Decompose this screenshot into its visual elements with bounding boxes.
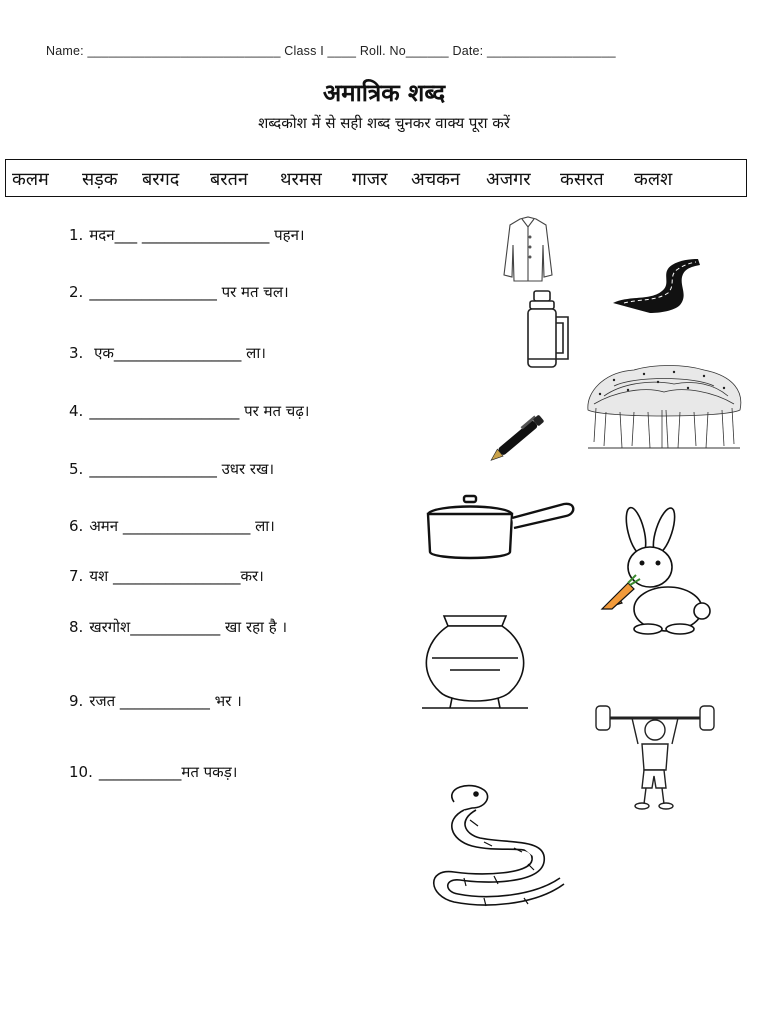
question-number: 8.: [69, 618, 84, 636]
question-number: 7.: [69, 567, 84, 585]
word-bank-item: अजगर: [486, 169, 531, 190]
word-bank-item: थरमस: [280, 169, 322, 190]
pen-icon: [486, 402, 558, 468]
word-bank-box: [5, 159, 747, 197]
word-bank-item: बरतन: [210, 169, 248, 190]
word-bank-item: कलश: [634, 169, 673, 190]
question-text: _________________ उधर रख।: [89, 460, 275, 478]
student-info-line: Name: ___________________________ Class I ____ Roll. No______ Date: __________________: [46, 44, 616, 58]
question-number: 10.: [69, 763, 93, 781]
question-text: खरगोश____________ खा रहा है ।: [89, 618, 288, 636]
kalash-pot-icon: [420, 612, 530, 714]
python-snake-icon: [424, 780, 570, 914]
question-number: 3.: [69, 344, 84, 362]
thermos-icon: [522, 287, 576, 373]
question-text: _________________ पर मत चल।: [89, 283, 289, 301]
question-number: 5.: [69, 460, 84, 478]
question-7: [69, 566, 264, 586]
achkan-coat-icon: [500, 215, 556, 285]
word-bank-item: बरगद: [142, 169, 180, 190]
question-3: [69, 343, 266, 363]
worksheet-title: अमात्रिक शब्द: [322, 79, 446, 107]
question-number: 9.: [69, 692, 84, 710]
question-number: 6.: [69, 517, 84, 535]
word-bank-item: सड़क: [82, 169, 118, 190]
exercise-boy-icon: [592, 700, 718, 816]
question-text: रजत ____________ भर ।: [89, 692, 242, 710]
question-number: 4.: [69, 402, 84, 420]
question-text: मदन___ _________________ पहन।: [89, 226, 305, 244]
question-8: [69, 617, 287, 637]
banyan-tree-icon: [584, 362, 744, 454]
word-bank-item: कलम: [12, 169, 49, 190]
question-text: अमन _________________ ला।: [89, 517, 275, 535]
question-number: 2.: [69, 283, 84, 301]
rabbit-carrot-icon: [598, 505, 714, 637]
question-5: [69, 459, 274, 479]
word-bank-item: कसरत: [560, 169, 604, 190]
question-text: यश _________________कर।: [89, 567, 264, 585]
question-1: [69, 225, 305, 245]
word-bank-item: गाजर: [352, 169, 388, 190]
cooking-pot-icon: [424, 494, 578, 564]
question-2: [69, 282, 289, 302]
question-4: [69, 401, 309, 421]
question-10: [69, 762, 237, 782]
question-6: [69, 516, 275, 536]
question-text: एक_________________ ला।: [89, 344, 266, 362]
question-number: 1.: [69, 226, 84, 244]
question-text: ____________________ पर मत चढ़।: [89, 402, 310, 420]
road-icon: [610, 255, 702, 315]
question-9: [69, 691, 242, 711]
worksheet-instruction: शब्दकोश में से सही शब्द चुनकर वाक्य पूरा करें: [258, 114, 510, 132]
question-text: ___________मत पकड़।: [98, 763, 238, 781]
word-bank-item: अचकन: [411, 169, 460, 190]
